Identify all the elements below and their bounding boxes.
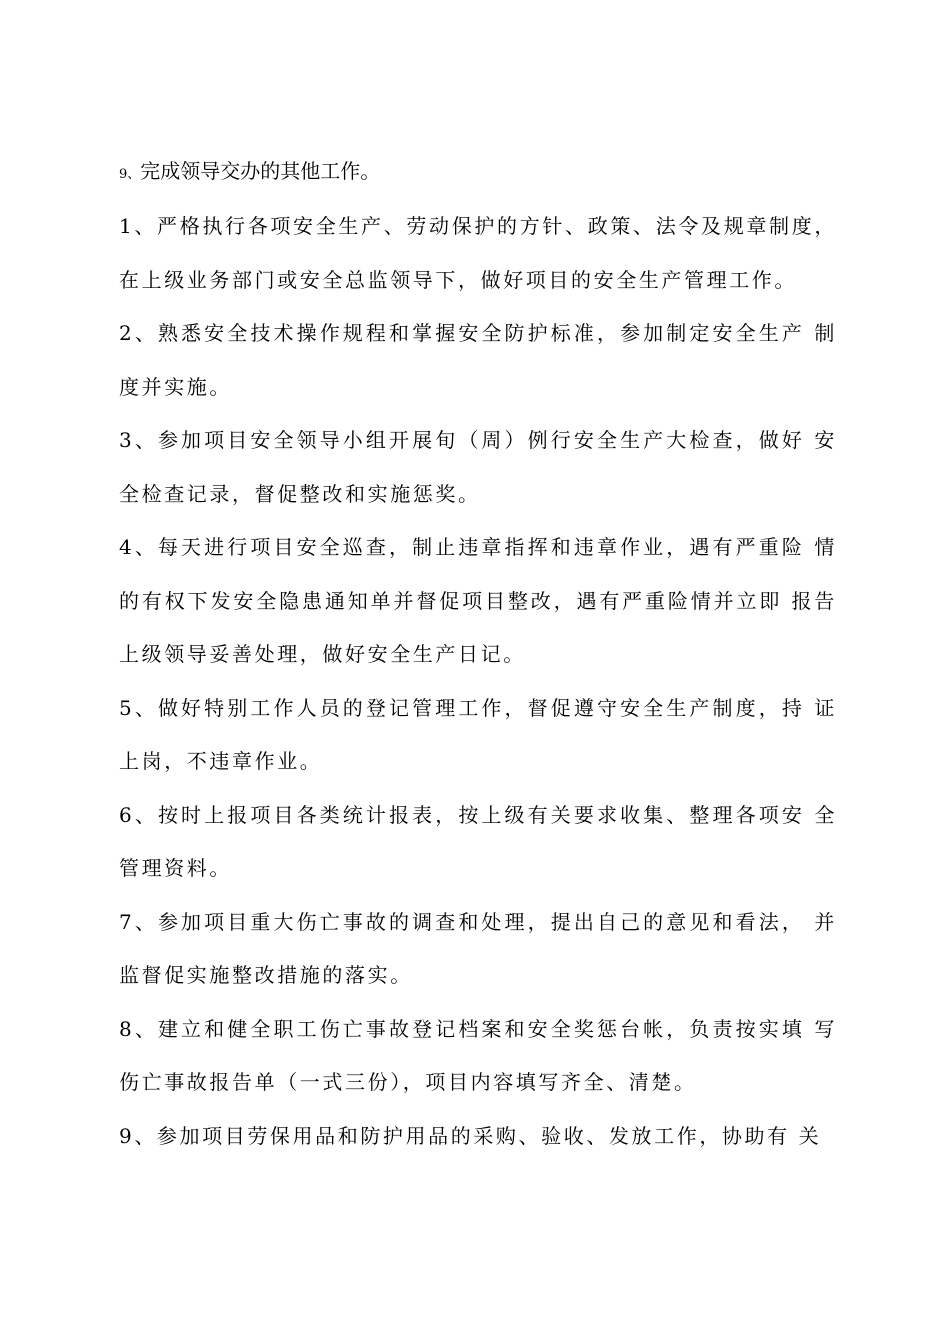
duty-item-5: 5、做好特别工作人员的登记管理工作，督促遵守安全生产制度，持 证上岗，不违章作业。	[119, 695, 837, 773]
intro-line	[119, 155, 839, 191]
duty-item-2: 2、熟悉安全技术操作规程和掌握安全防护标准，参加制定安全生产 制度并实施。	[119, 321, 837, 399]
duty-list	[119, 200, 837, 1163]
duty-item-6: 6、按时上报项目各类统计报表，按上级有关要求收集、整理各项安 全管理资料。	[119, 802, 837, 880]
duty-item-7: 7、参加项目重大伤亡事故的调查和处理，提出自己的意见和看法， 并监督促实施整改措施的落实。	[119, 909, 837, 987]
duty-item-9: 9、参加项目劳保用品和防护用品的采购、验收、发放工作，协助有 关	[119, 1123, 822, 1148]
duty-item-3: 3、参加项目安全领导小组开展旬（周）例行安全生产大检查，做好 安全检查记录，督促整改和实施惩奖。	[119, 428, 837, 506]
intro-number: 9、	[119, 167, 141, 182]
duty-item-4: 4、每天进行项目安全巡查，制止违章指挥和违章作业，遇有严重险 情的有权下发安全隐患通知单并督促项目整改，遇有严重险情并立即 报告上级领导妥善处理，做好安全生产日记。	[119, 535, 837, 666]
duty-item-1: 1、严格执行各项安全生产、劳动保护的方针、政策、法令及规章制度，在上级业务部门或安全总监领导下，做好项目的安全生产管理工作。	[119, 214, 837, 292]
duty-item-8: 8、建立和健全职工伤亡事故登记档案和安全奖惩台帐，负责按实填 写伤亡事故报告单（一式三份），项目内容填写齐全、清楚。	[119, 1016, 837, 1094]
intro-text: 完成领导交办的其他工作。	[140, 159, 381, 183]
